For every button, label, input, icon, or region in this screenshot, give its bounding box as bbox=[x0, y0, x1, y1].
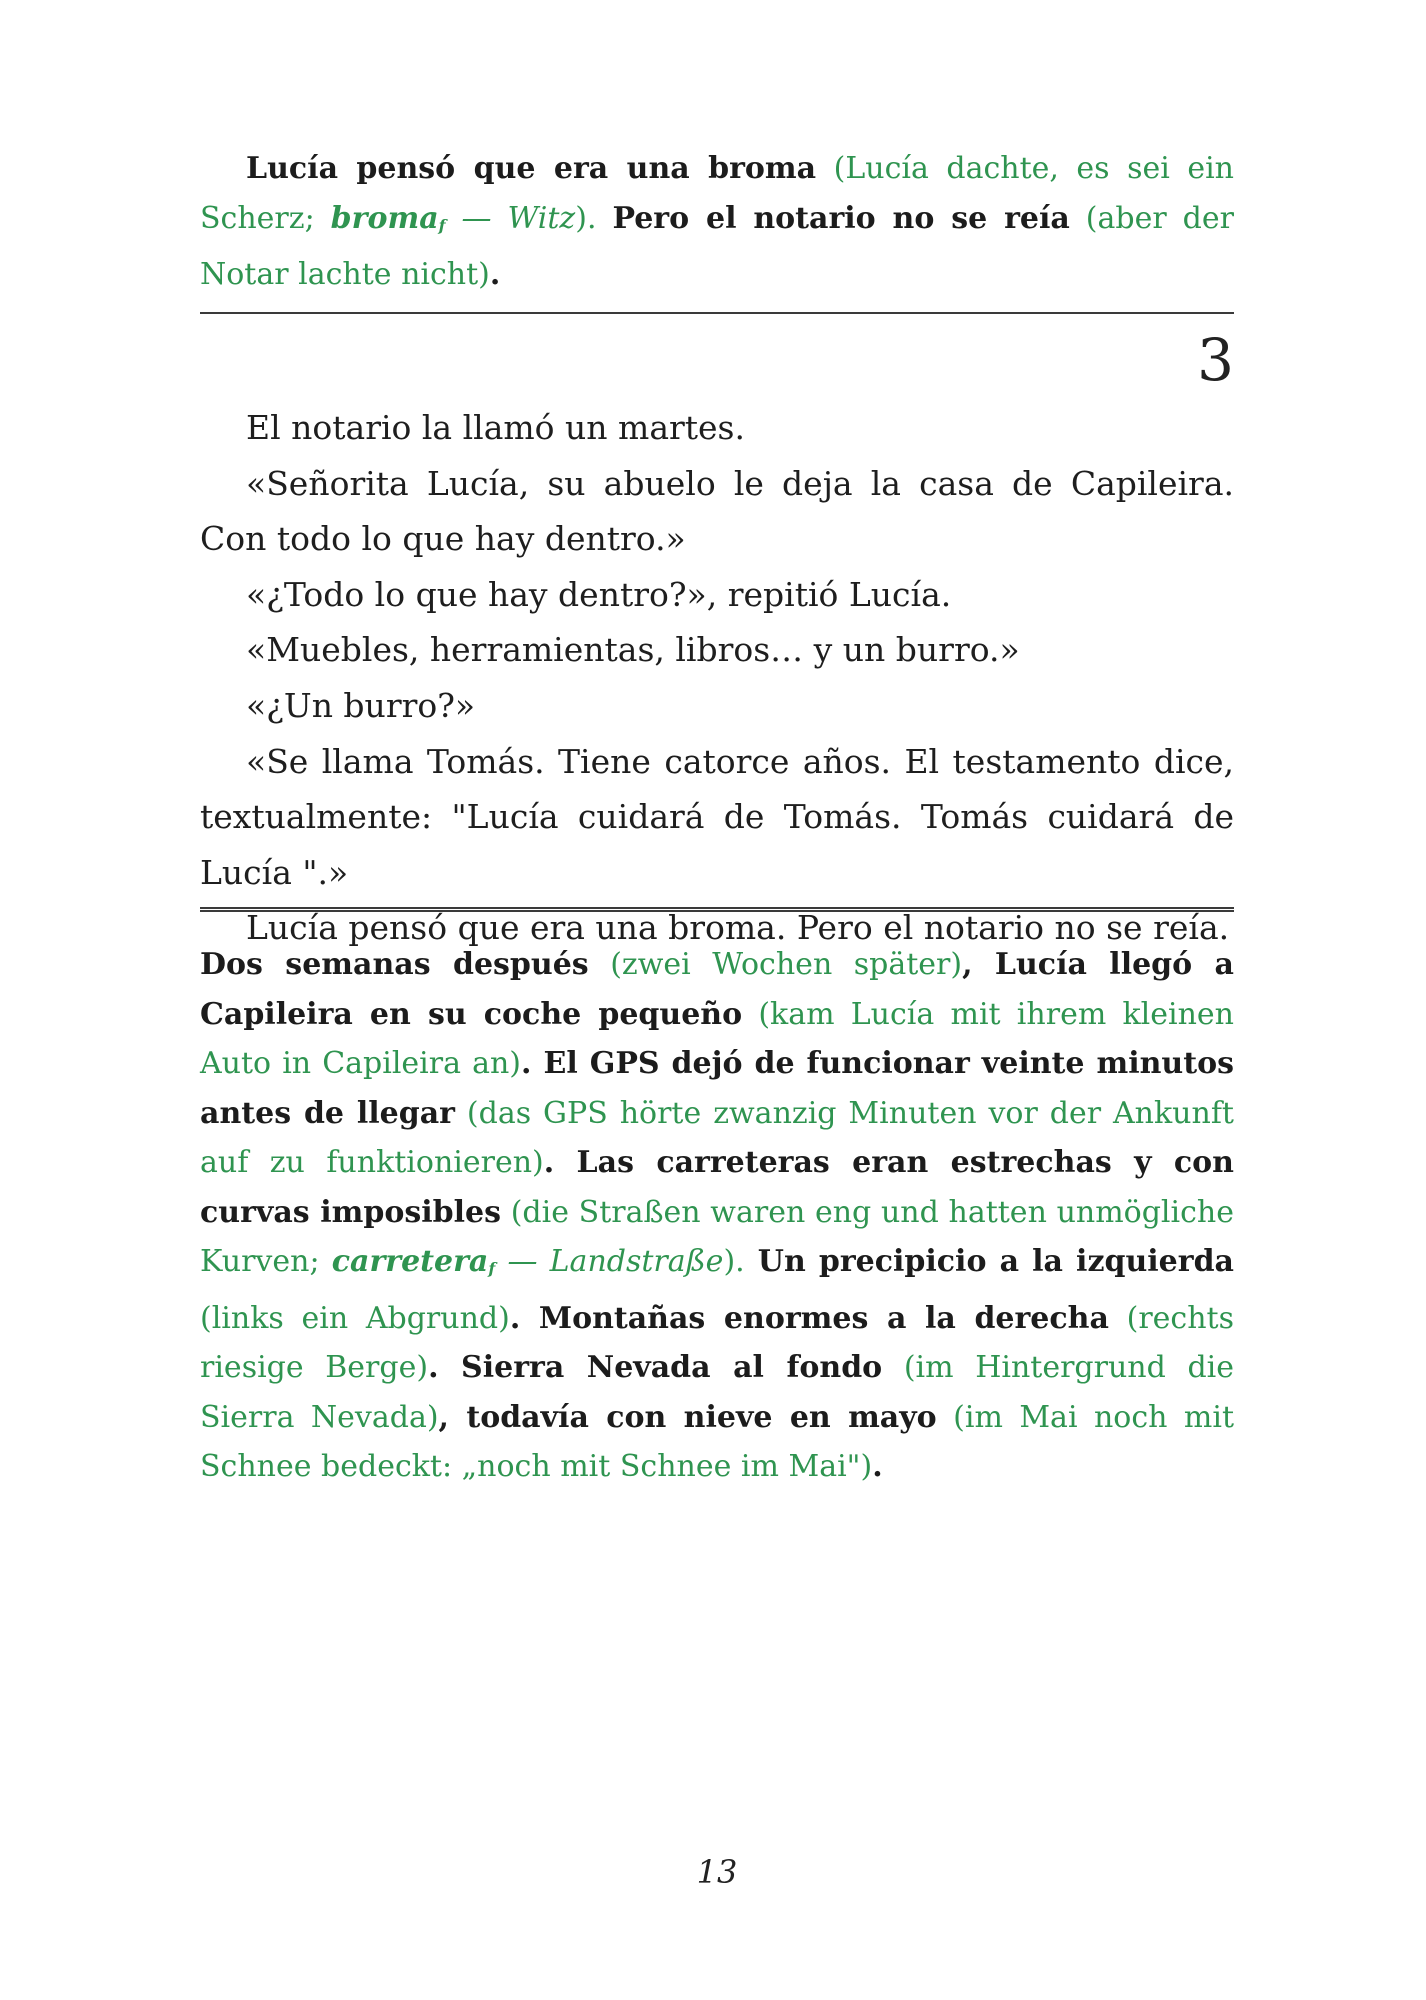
spanish-sentence: , Lucía llegó a Capileira en su coche pequeño bbox=[200, 947, 1234, 1032]
text-line: «Muebles, herramientas, libros… y un burro.» bbox=[246, 630, 1020, 670]
german-gloss: (links ein Abgrund) bbox=[200, 1300, 510, 1336]
gloss-close: ). bbox=[575, 200, 597, 236]
text-line: El notario la llamó un martes. bbox=[246, 408, 745, 447]
german-gloss: (die Straßen waren eng und hatten unmögliche Kurven; bbox=[200, 1194, 1234, 1279]
spanish-sentence: . Sierra Nevada al fondo bbox=[428, 1350, 883, 1385]
double-divider bbox=[200, 907, 1234, 912]
vocab-term: broma$_f$ bbox=[330, 200, 446, 236]
german-gloss: (das GPS hörte zwanzig Minuten vor der Ankunft auf zu funktionieren) bbox=[200, 1095, 1234, 1180]
chapter-number: 3 bbox=[1197, 326, 1234, 394]
book-page bbox=[200, 0, 1234, 2000]
text-line: Lucía pensó que era una broma. Pero el notario no se reía. bbox=[246, 908, 1230, 948]
spanish-sentence: Pero el notario no se reía bbox=[612, 200, 1070, 236]
annotated-paragraph-2 bbox=[200, 940, 1234, 1492]
spanish-sentence: , todavía con nieve en mayo bbox=[438, 1399, 937, 1435]
annotated-paragraph-1 bbox=[200, 144, 1234, 300]
vocab-term: carretera$_f$ bbox=[331, 1244, 496, 1279]
vocab-definition: — Witz bbox=[461, 200, 576, 236]
german-gloss: (rechts riesige Berge) bbox=[200, 1300, 1234, 1385]
gender-marker: f bbox=[488, 1259, 496, 1278]
text-line: «Se llama Tomás. Tiene catorce años. El testamento dice, textualmente: "Lucía cuidará de Tomás. Tomás cuidará de Lucía ".» bbox=[200, 741, 1234, 892]
spanish-sentence: Dos semanas después bbox=[200, 947, 589, 982]
gloss-close: ). bbox=[723, 1244, 745, 1279]
page-number: 13 bbox=[696, 1853, 738, 1891]
text-line: «Señorita Lucía, su abuelo le deja la casa de Capileira. Con todo lo que hay dentro.» bbox=[200, 463, 1234, 559]
spanish-sentence: . El GPS dejó de funcionar veinte minutos antes de llegar bbox=[200, 1046, 1234, 1131]
spanish-sentence: . Montañas enormes a la derecha bbox=[509, 1300, 1109, 1336]
spanish-sentence: Lucía pensó que era una broma bbox=[246, 151, 817, 186]
german-gloss: (Lucía dachte, es sei ein Scherz; bbox=[200, 151, 1235, 236]
text-line: «¿Un burro?» bbox=[246, 685, 476, 725]
german-gloss: (aber der Notar lachte nicht) bbox=[200, 200, 1234, 292]
german-gloss: (kam Lucía mit ihrem kleinen Auto in Capileira an) bbox=[200, 996, 1234, 1081]
text-line: «¿Todo lo que hay dentro?», repitió Lucía. bbox=[246, 574, 952, 614]
german-gloss: (im Mai noch mit Schnee bedeckt: „noch mit Schnee im Mai") bbox=[200, 1399, 1235, 1484]
spanish-sentence: . Las carreteras eran estrechas y con curvas imposibles bbox=[200, 1145, 1234, 1230]
sentence-end: . bbox=[489, 257, 501, 292]
german-gloss: (im Hintergrund die Sierra Nevada) bbox=[200, 1350, 1234, 1435]
sentence-end: . bbox=[872, 1449, 883, 1484]
section-divider bbox=[200, 312, 1234, 314]
gender-marker: f bbox=[438, 215, 446, 235]
spanish-sentence: Un precipicio a la izquierda bbox=[744, 1244, 1234, 1279]
german-gloss: (zwei Wochen später) bbox=[610, 947, 963, 982]
original-text bbox=[200, 400, 1234, 956]
vocab-definition: — Landstraße bbox=[507, 1244, 724, 1279]
